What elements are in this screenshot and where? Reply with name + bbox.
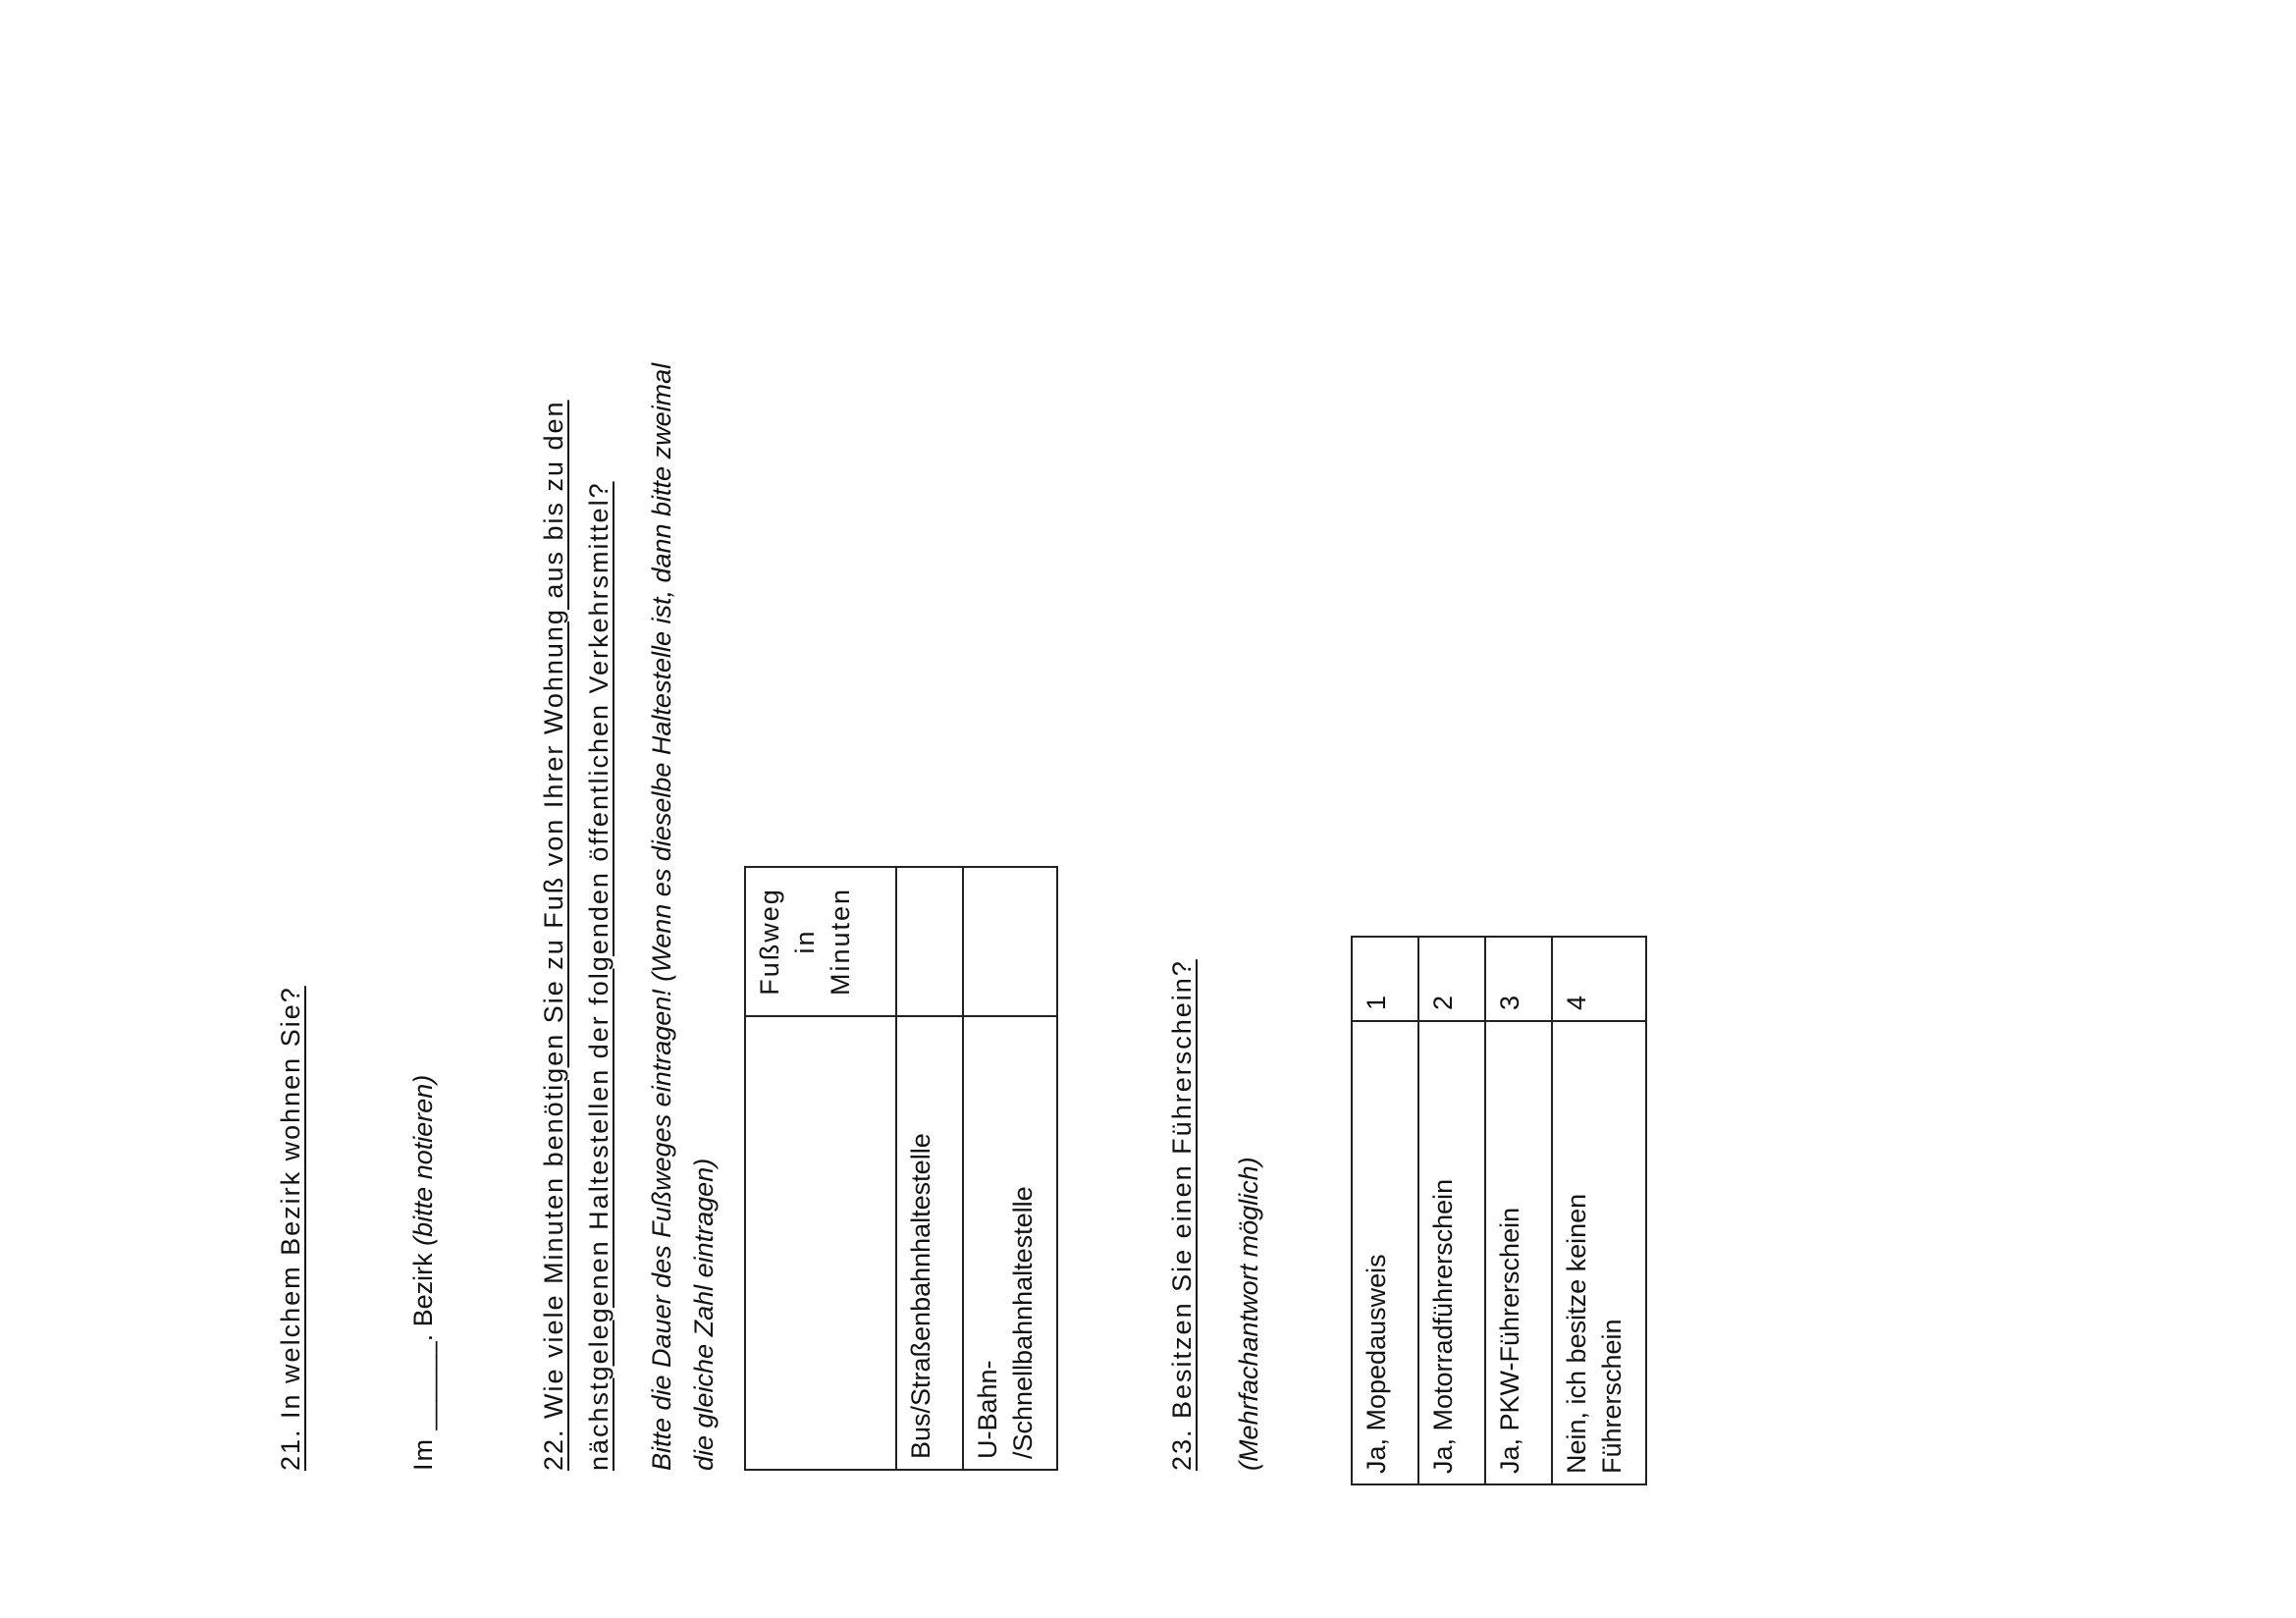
q23-license-options-table (1351, 936, 1647, 1485)
q22-instruction-line-1: Bitte die Dauer des Fußweges eintragen! (Wenn es dieselbe Haltestelle ist, dann bitte zweimal (647, 362, 676, 1471)
q22-question-line-2: nächstgelegenen Haltestellen der folgenden öffentlichen Verkehrsmittel? (584, 481, 614, 1471)
q21-question: 21. In welchem Bezirk wohnen Sie? (276, 986, 305, 1471)
row-label-bus-tram: Bus/Straßenbahnhaltestelle (896, 1016, 963, 1470)
option-label: Ja, Motorradführerschein (1418, 1021, 1485, 1484)
table-row (963, 867, 1057, 1470)
table-row (896, 867, 963, 1470)
table-corner-cell (745, 1016, 896, 1470)
q23-hint: (Mehrfachantwort möglich) (1234, 1157, 1263, 1471)
list-item[interactable] (1485, 937, 1552, 1484)
list-item[interactable] (1418, 937, 1485, 1484)
option-code[interactable]: 2 (1418, 937, 1485, 1021)
table-header-row (745, 867, 896, 1470)
q21-hint: (bitte notieren) (408, 1074, 438, 1246)
q22-walking-time-table (744, 866, 1058, 1471)
q22-instruction-line-2: die gleiche Zahl eintragen) (689, 1158, 719, 1471)
option-label: Ja, PKW-Führerschein (1485, 1021, 1552, 1484)
q21-answer-suffix: . Bezirk (408, 1253, 438, 1342)
header-walk-minutes: Fußweg in Minuten (745, 867, 896, 1016)
option-code[interactable]: 4 (1552, 937, 1646, 1021)
option-label: Ja, Mopedausweis (1352, 1021, 1418, 1484)
option-label: Nein, ich besitze keinen Führerschein (1552, 1021, 1646, 1484)
list-item[interactable] (1552, 937, 1646, 1484)
option-code[interactable]: 1 (1352, 937, 1418, 1021)
row-label-metro-rail: U-Bahn- /Schnellbahnhaltestelle (963, 1016, 1057, 1470)
minutes-input-bus-tram[interactable] (896, 867, 963, 1016)
q23-question: 23. Besitzen Sie einen Führerschein? (1167, 959, 1197, 1471)
q21-answer-line (400, 1075, 447, 1471)
q21-district-blank[interactable]: ______ (408, 1341, 438, 1430)
minutes-input-metro-rail[interactable] (963, 867, 1057, 1016)
list-item[interactable] (1352, 937, 1418, 1484)
option-code[interactable]: 3 (1485, 937, 1552, 1021)
q22-question-line-1: 22. Wie viele Minuten benötigen Sie zu Fuß von Ihrer Wohnung aus bis zu den (539, 400, 568, 1471)
q21-answer-prefix: Im (408, 1437, 438, 1471)
